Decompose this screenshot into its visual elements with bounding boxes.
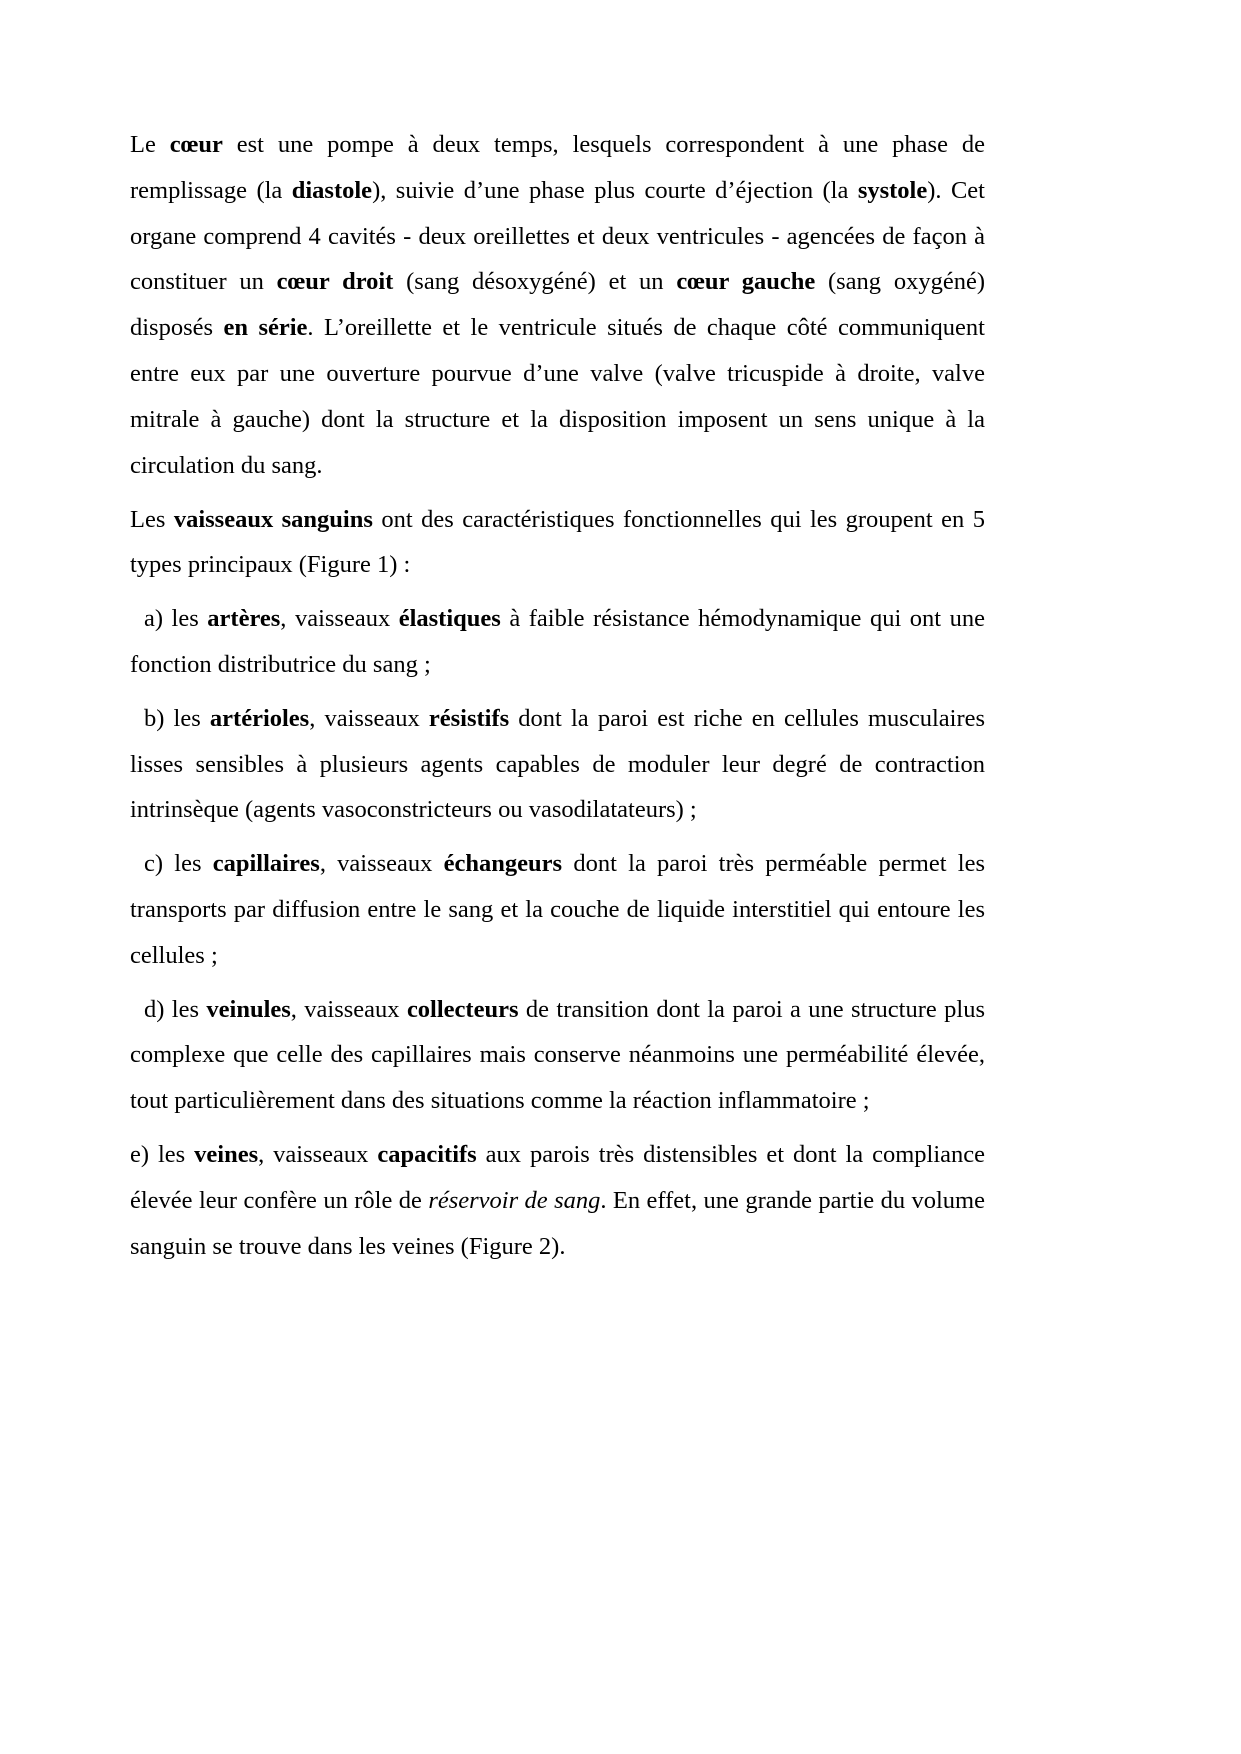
list-item-b-arterioles [130, 696, 985, 833]
list-item-d-veinules [130, 987, 985, 1124]
emphasis-bold: vaisseaux sanguins [173, 505, 373, 533]
emphasis-bold: artérioles [209, 704, 310, 732]
text-run: ). Cet organe comprend 4 cavités - deux oreillettes et deux ventricules - agencées de façon à constituer un [130, 176, 985, 296]
text-run: aux parois très distensibles et dont la compliance élevée leur confère un rôle de [130, 1141, 986, 1214]
list-item-a-arteres [130, 596, 985, 688]
emphasis-bold: collecteurs [406, 995, 519, 1023]
text-run: , vaisseaux [309, 704, 429, 732]
paragraph-spacer [130, 489, 985, 497]
text-run: dont la paroi est riche en cellules musculaires lisses sensibles à plusieurs agents capables de moduler leur degré de contraction intrinsèque (agents vasoconstricteurs ou vasodilatateurs) ; [130, 704, 986, 824]
text-run: a) les [144, 605, 208, 633]
text-run: ont des caractéristiques fonctionnelles qui les groupent en 5 types principaux (Figure 1) : [130, 505, 985, 579]
emphasis-bold: veines [194, 1141, 259, 1169]
emphasis-bold: veinules [206, 995, 291, 1023]
paragraph-spacer [130, 979, 985, 987]
text-run: , vaisseaux [280, 605, 399, 633]
emphasis-bold: cœur [169, 131, 223, 158]
text-run: Les [130, 505, 174, 533]
paragraph-coeur [130, 122, 985, 489]
text-run: c) les [144, 850, 213, 878]
text-run: ), suivie d’une phase plus courte d’éjection (la [372, 176, 858, 204]
text-run: (sang désoxygéné) et un [393, 268, 677, 296]
text-run: e) les [130, 1141, 195, 1169]
emphasis-bold: cœur gauche [676, 268, 816, 296]
text-run: . L’oreillette et le ventricule situés de chaque côté communiquent entre eux par une ouverture pourvue d’une valve (valve tricuspide à droite, valve mitrale à gauche) dont la structure et la disposition imposent un sens unique à la circulation du sang. [130, 314, 985, 479]
text-run: . En effet, une grande partie du volume sanguin se trouve dans les veines (Figure 2). [130, 1186, 985, 1260]
text-run: b) les [144, 704, 210, 732]
text-run: est une pompe à deux temps, lesquels correspondent à une phase de remplissage (la [130, 131, 985, 204]
text-run: , vaisseaux [258, 1141, 378, 1169]
emphasis-bold: capillaires [212, 850, 320, 878]
emphasis-bold: échangeurs [443, 850, 563, 878]
text-run: dont la paroi très perméable permet les transports par diffusion entre le sang et la couche de liquide interstitiel qui entoure les cellules ; [130, 850, 985, 969]
list-item-c-capillaires [130, 841, 985, 978]
text-run: à faible résistance hémodynamique qui ont une fonction distributrice du sang ; [130, 605, 985, 678]
text-run: Le [130, 131, 170, 158]
paragraph-spacer [130, 1124, 985, 1132]
list-item-e-veines [130, 1132, 985, 1269]
paragraph-vaisseaux-intro [130, 497, 985, 589]
text-run: de transition dont la paroi a une structure plus complexe que celle des capillaires mais conserve néanmoins une perméabilité élevée, tout particulièrement dans des situations comme la réaction inflammatoire ; [130, 995, 985, 1115]
emphasis-bold: résistifs [428, 704, 510, 732]
emphasis-bold: artères [207, 605, 281, 633]
emphasis-italic: réservoir de sang [428, 1186, 601, 1214]
text-column [130, 122, 985, 1270]
text-run: , vaisseaux [319, 850, 444, 878]
emphasis-bold: cœur droit [276, 268, 394, 296]
emphasis-bold: systole [857, 176, 928, 204]
text-run: d) les [144, 995, 207, 1023]
paragraph-spacer [130, 588, 985, 596]
paragraph-spacer [130, 833, 985, 841]
emphasis-bold: capacitifs [377, 1141, 477, 1169]
text-run: (sang oxygéné) disposés [130, 268, 985, 342]
paragraph-spacer [130, 688, 985, 696]
emphasis-bold: diastole [291, 176, 373, 204]
emphasis-bold: en série [223, 314, 308, 342]
emphasis-bold: élastiques [398, 605, 501, 633]
text-run: , vaisseaux [290, 995, 407, 1023]
